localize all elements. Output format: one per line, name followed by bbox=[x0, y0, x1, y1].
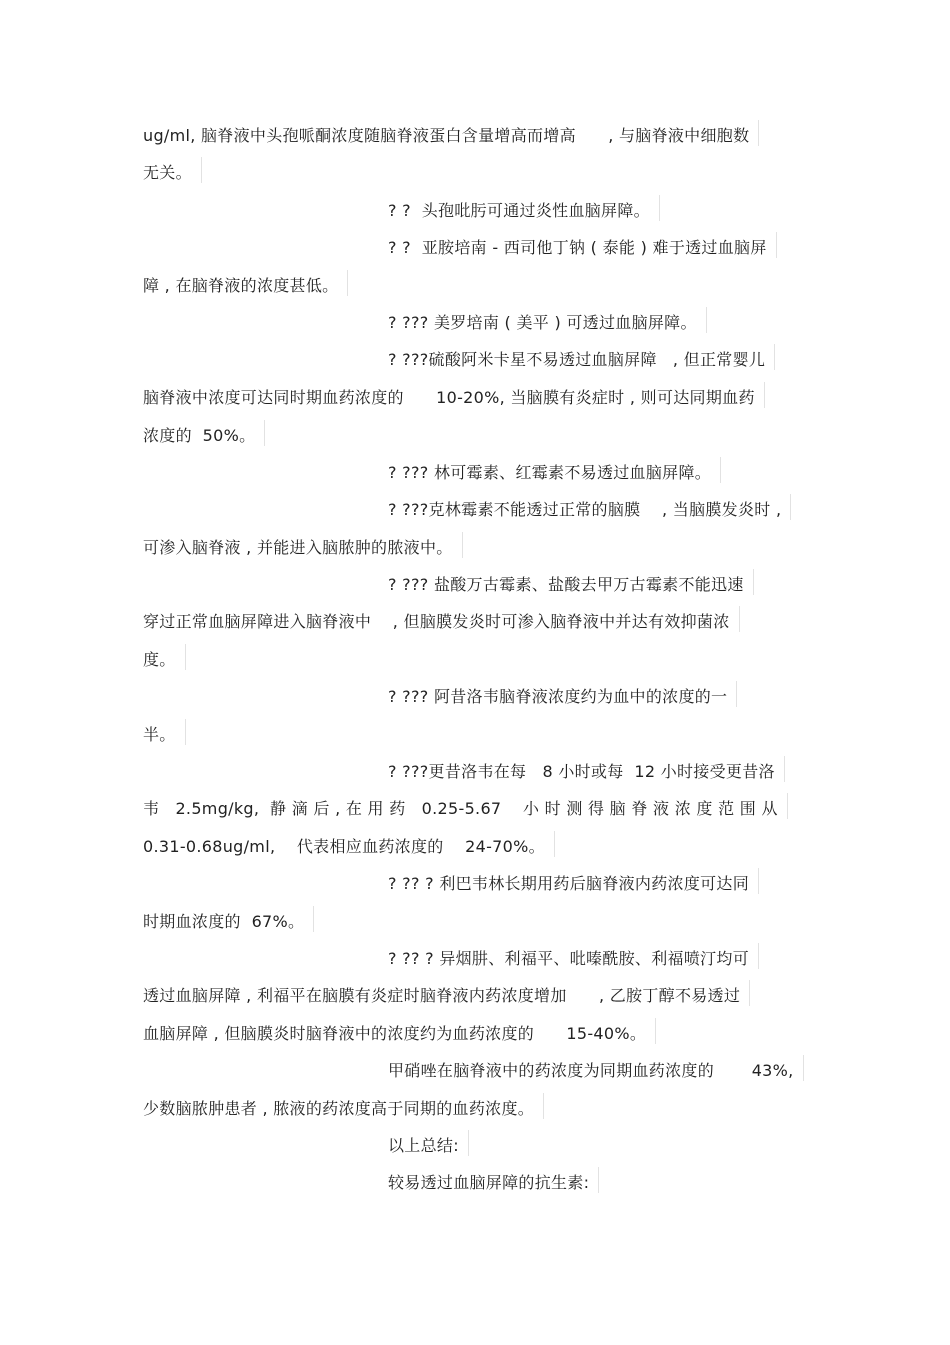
text-line: ? ?? ? 利巴韦林长期用药后脑脊液内药浓度可达同 bbox=[388, 872, 749, 896]
text-line: ? ???更昔洛韦在每 8 小时或每 12 小时接受更昔洛 bbox=[388, 760, 775, 784]
text-line: 度。 bbox=[143, 648, 176, 672]
text-line: 0.31-0.68ug/ml, 代表相应血药浓度的 24-70%。 bbox=[143, 835, 545, 859]
text-line: ? ??? 盐酸万古霉素、盐酸去甲万古霉素不能迅速 bbox=[388, 573, 744, 597]
text-line: 血脑屏障 , 但脑膜炎时脑脊液中的浓度约为血药浓度的 15-40%。 bbox=[143, 1022, 646, 1046]
text-line: 半。 bbox=[143, 723, 176, 747]
text-line: 甲硝唑在脑脊液中的药浓度为同期血药浓度的 43%, bbox=[388, 1059, 794, 1083]
text-line: ? ???克林霉素不能透过正常的脑膜 , 当脑膜发炎时 , bbox=[388, 498, 781, 522]
text-line: ? ?? ? 异烟肼、利福平、吡嗪酰胺、利福喷汀均可 bbox=[388, 947, 749, 971]
text-line: 较易透过血脑屏障的抗生素: bbox=[388, 1171, 589, 1195]
text-line: 以上总结: bbox=[388, 1134, 459, 1158]
text-line: ug/ml, 脑脊液中头孢哌酮浓度随脑脊液蛋白含量增高而增高 , 与脑脊液中细胞数 bbox=[143, 124, 749, 148]
text-line: 无关。 bbox=[143, 161, 192, 185]
text-line: ? ??? 阿昔洛韦脑脊液浓度约为血中的浓度的一 bbox=[388, 685, 727, 709]
text-line: 障 , 在脑脊液的浓度甚低。 bbox=[143, 274, 338, 298]
text-line: 脑脊液中浓度可达同时期血药浓度的 10-20%, 当脑膜有炎症时 , 则可达同期血药 bbox=[143, 386, 755, 410]
text-line: 浓度的 50%。 bbox=[143, 424, 255, 448]
text-line: ? ? 亚胺培南 - 西司他丁钠 ( 泰能 ) 难于透过血脑屏 bbox=[388, 236, 767, 260]
text-line: 少数脑脓肿患者 , 脓液的药浓度高于同期的血药浓度。 bbox=[143, 1097, 534, 1121]
text-line: 穿过正常血脑屏障进入脑脊液中 , 但脑膜发炎时可渗入脑脊液中并达有效抑菌浓 bbox=[143, 610, 730, 634]
text-line: ? ? 头孢吡肟可通过炎性血脑屏障。 bbox=[388, 199, 650, 223]
text-line: ? ??? 林可霉素、红霉素不易透过血脑屏障。 bbox=[388, 461, 711, 485]
text-line: 透过血脑屏障 , 利福平在脑膜有炎症时脑脊液内药浓度增加 , 乙胺丁醇不易透过 bbox=[143, 984, 740, 1008]
text-line: 韦 2.5mg/kg, 静 滴 后 , 在 用 药 0.25-5.67 小 时 测 得 脑 脊 液 浓 度 范 围 从 bbox=[143, 797, 778, 821]
text-line: 可渗入脑脊液 , 并能进入脑脓肿的脓液中。 bbox=[143, 536, 453, 560]
text-line: ? ??? 美罗培南 ( 美平 ) 可透过血脑屏障。 bbox=[388, 311, 697, 335]
text-line: ? ???硫酸阿米卡星不易透过血脑屏障 , 但正常婴儿 bbox=[388, 348, 765, 372]
text-line: 时期血浓度的 67%。 bbox=[143, 910, 304, 934]
